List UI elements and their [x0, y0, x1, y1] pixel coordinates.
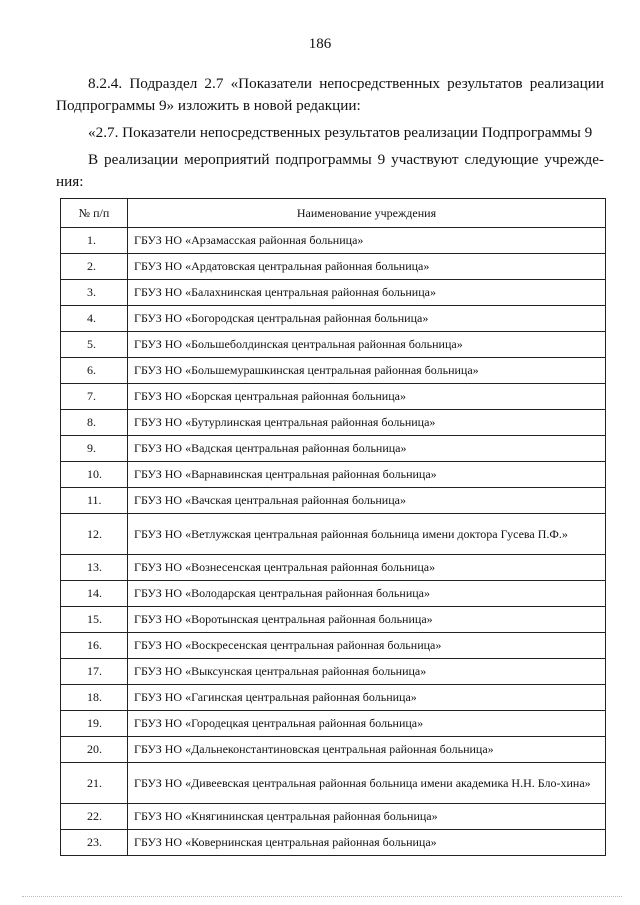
page-bottom-rule	[22, 896, 622, 897]
table-row	[61, 581, 606, 607]
row-number: 22.	[61, 804, 128, 830]
table-row	[61, 659, 606, 685]
amendment-paragraph: 8.2.4. Подраздел 2.7 «Показатели непосредственных результатов реализации Подпрограммы 9» изложить в новой редакции:	[56, 75, 604, 114]
row-number: 1.	[61, 228, 128, 254]
institution-name: ГБУЗ НО «Бутурлинская центральная районная больница»	[128, 410, 606, 436]
section-heading: «2.7. Показатели непосредственных результатов реализации Подпрограммы 9	[88, 124, 593, 141]
table-header-row	[61, 199, 606, 228]
institution-name: ГБУЗ НО «Выксунская центральная районная больница»	[128, 659, 606, 685]
table-row	[61, 633, 606, 659]
institution-name: ГБУЗ НО «Большемурашкинская центральная районная больница»	[128, 358, 606, 384]
institution-name: ГБУЗ НО «Арзамасская районная больница»	[128, 228, 606, 254]
row-number: 8.	[61, 410, 128, 436]
institution-name: ГБУЗ НО «Воротынская центральная районная больница»	[128, 607, 606, 633]
table-row	[61, 384, 606, 410]
table-row	[61, 228, 606, 254]
row-number: 3.	[61, 280, 128, 306]
institution-name: ГБУЗ НО «Княгининская центральная районная больница»	[128, 804, 606, 830]
institution-name: ГБУЗ НО «Большеболдинская центральная районная больница»	[128, 332, 606, 358]
table-row	[61, 488, 606, 514]
row-number: 5.	[61, 332, 128, 358]
row-number: 7.	[61, 384, 128, 410]
table-row	[61, 306, 606, 332]
column-header-number: № п/п	[61, 199, 128, 228]
table-body	[61, 228, 606, 856]
table-row	[61, 685, 606, 711]
column-header-name: Наименование учреждения	[128, 199, 606, 228]
institutions-table	[60, 198, 606, 856]
table-row	[61, 711, 606, 737]
institution-name: ГБУЗ НО «Городецкая центральная районная больница»	[128, 711, 606, 737]
row-number: 14.	[61, 581, 128, 607]
table-row	[61, 763, 606, 804]
row-number: 13.	[61, 555, 128, 581]
institution-name: ГБУЗ НО «Ковернинская центральная районная больница»	[128, 830, 606, 856]
institution-name: ГБУЗ НО «Борская центральная районная больница»	[128, 384, 606, 410]
institution-name: ГБУЗ НО «Гагинская центральная районная больница»	[128, 685, 606, 711]
institution-name: ГБУЗ НО «Дивеевская центральная районная больница имени академика Н.Н. Бло-хина»	[128, 763, 606, 804]
institution-name: ГБУЗ НО «Вадская центральная районная больница»	[128, 436, 606, 462]
row-number: 6.	[61, 358, 128, 384]
table-row	[61, 514, 606, 555]
row-number: 12.	[61, 514, 128, 555]
row-number: 19.	[61, 711, 128, 737]
table-row	[61, 462, 606, 488]
page-number: 186	[308, 36, 332, 52]
row-number: 4.	[61, 306, 128, 332]
table-row	[61, 804, 606, 830]
table-row	[61, 737, 606, 763]
row-number: 20.	[61, 737, 128, 763]
row-number: 18.	[61, 685, 128, 711]
institution-name: ГБУЗ НО «Вознесенская центральная районная больница»	[128, 555, 606, 581]
row-number: 2.	[61, 254, 128, 280]
row-number: 9.	[61, 436, 128, 462]
table-row	[61, 607, 606, 633]
institution-name: ГБУЗ НО «Володарская центральная районная больница»	[128, 581, 606, 607]
row-number: 15.	[61, 607, 128, 633]
intro-paragraph: В реализации мероприятий подпрограммы 9 участвуют следующие учрежде-ния:	[56, 151, 604, 190]
institution-name: ГБУЗ НО «Богородская центральная районная больница»	[128, 306, 606, 332]
table-row	[61, 830, 606, 856]
table-row	[61, 358, 606, 384]
row-number: 21.	[61, 763, 128, 804]
row-number: 17.	[61, 659, 128, 685]
table-row	[61, 254, 606, 280]
table-row	[61, 410, 606, 436]
institution-name: ГБУЗ НО «Ардатовская центральная районная больница»	[128, 254, 606, 280]
institution-name: ГБУЗ НО «Ветлужская центральная районная больница имени доктора Гусева П.Ф.»	[128, 514, 606, 555]
row-number: 16.	[61, 633, 128, 659]
institution-name: ГБУЗ НО «Дальнеконстантиновская центральная районная больница»	[128, 737, 606, 763]
table-row	[61, 555, 606, 581]
table-row	[61, 436, 606, 462]
institution-name: ГБУЗ НО «Балахнинская центральная районная больница»	[128, 280, 606, 306]
institution-name: ГБУЗ НО «Варнавинская центральная районная больница»	[128, 462, 606, 488]
row-number: 23.	[61, 830, 128, 856]
table-row	[61, 332, 606, 358]
institution-name: ГБУЗ НО «Воскресенская центральная районная больница»	[128, 633, 606, 659]
row-number: 11.	[61, 488, 128, 514]
table-row	[61, 280, 606, 306]
institution-name: ГБУЗ НО «Вачская центральная районная больница»	[128, 488, 606, 514]
row-number: 10.	[61, 462, 128, 488]
